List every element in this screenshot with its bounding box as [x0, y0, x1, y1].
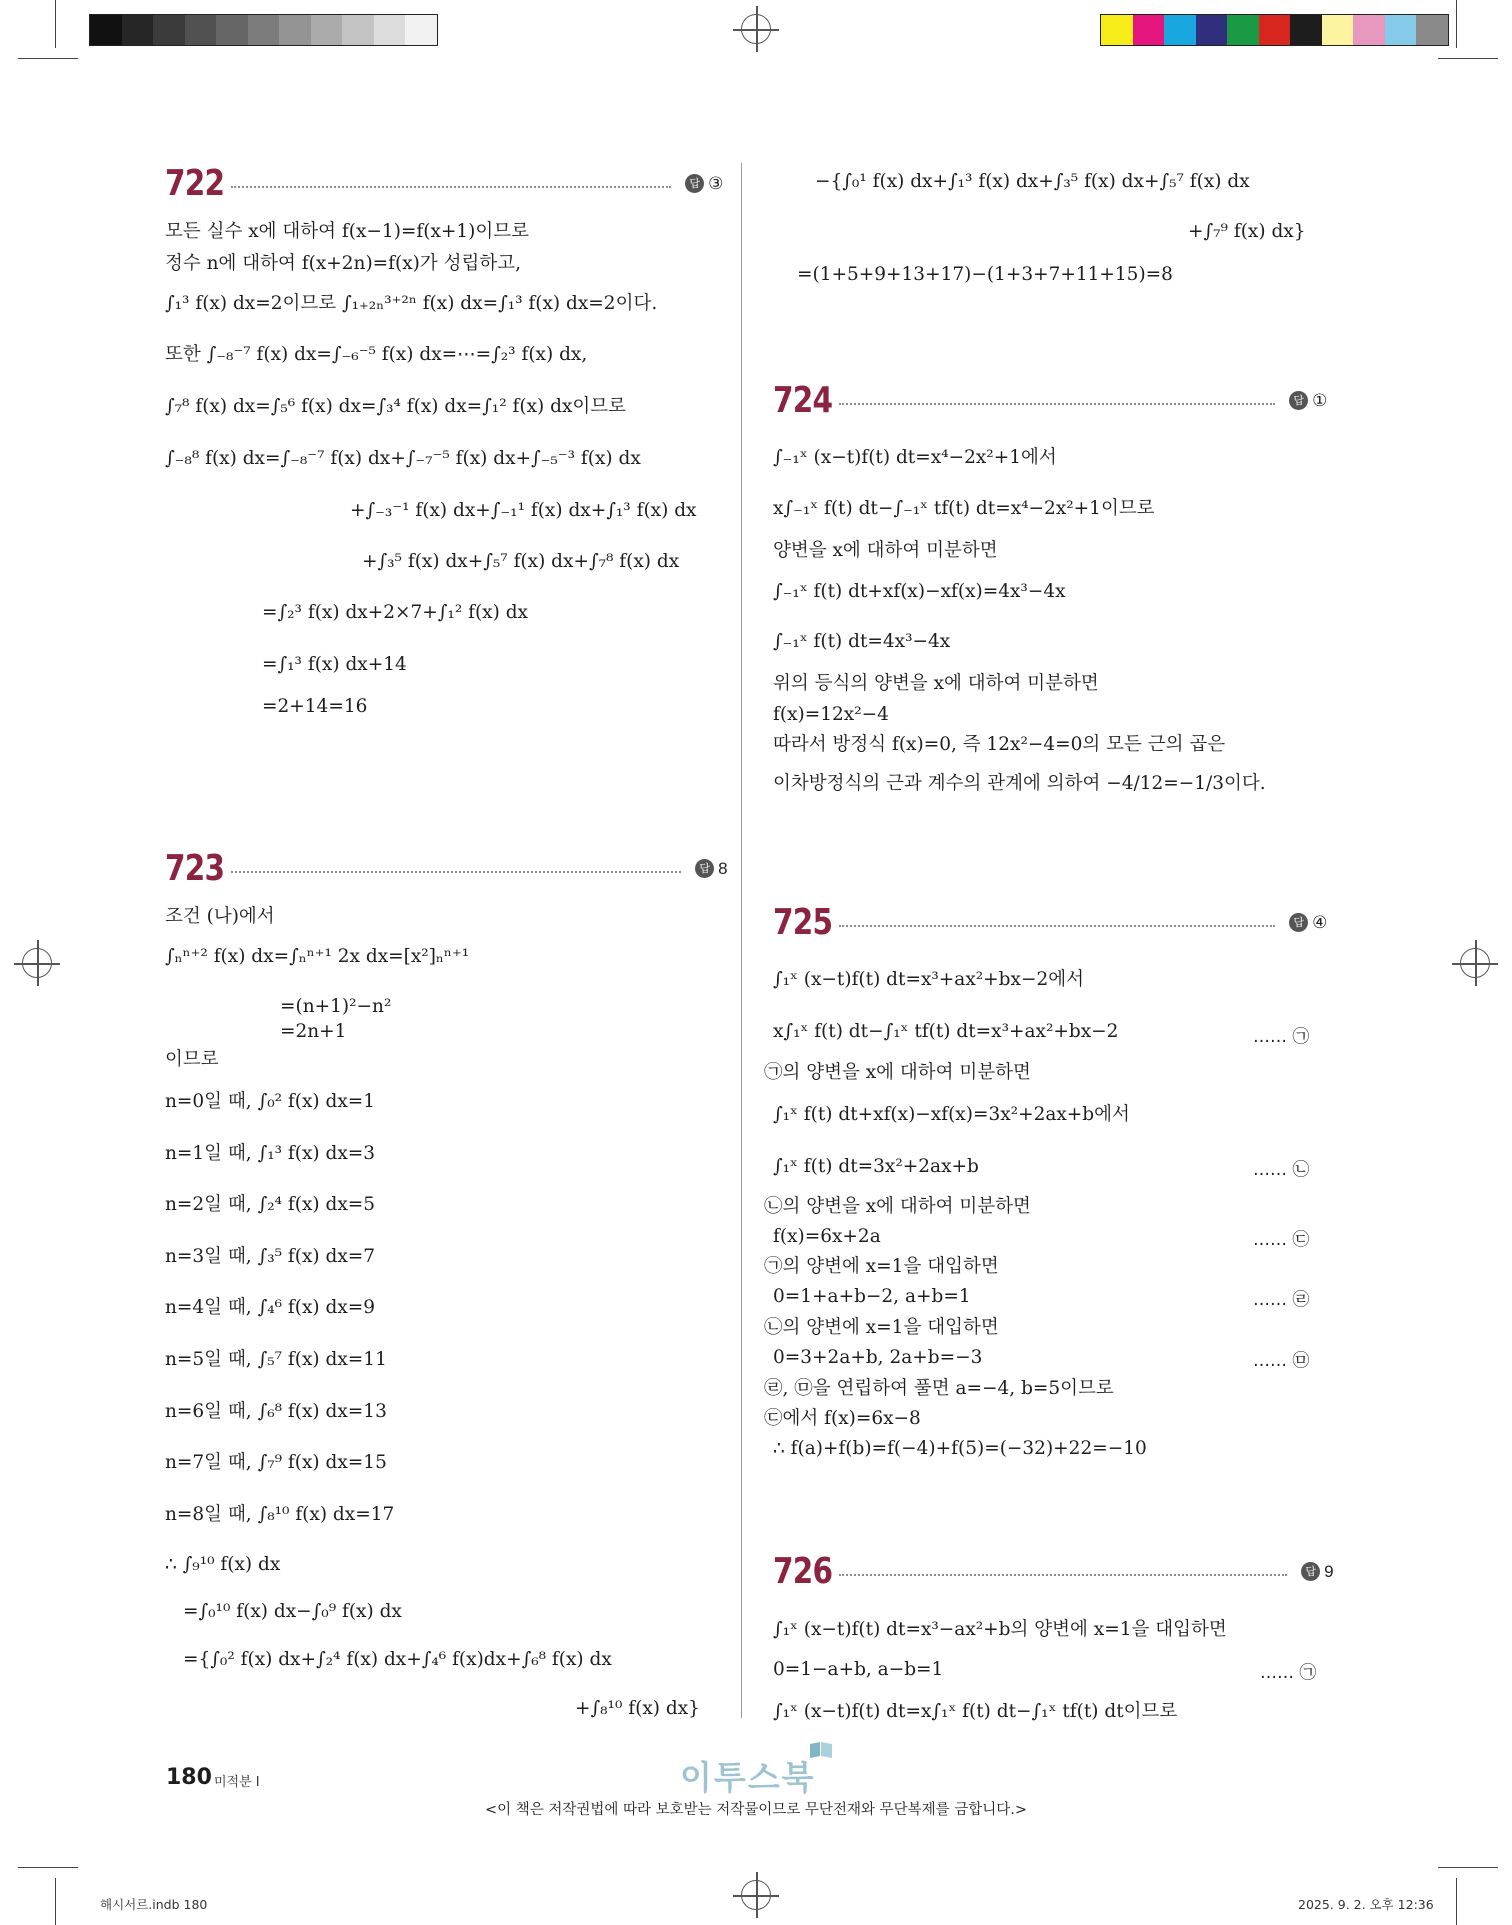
solution-line: n=5일 때, ∫₅⁷ f(x) dx=11: [165, 1349, 387, 1370]
answer-badge-icon: 답: [1289, 391, 1308, 410]
gray-swatch-bar: [89, 14, 438, 46]
subject-label: 미적분 I: [214, 1775, 260, 1790]
solution-line: 이차방정식의 근과 계수의 관계에 의하여 −4/12=−1/3이다.: [773, 773, 1266, 794]
swatch: [1101, 15, 1133, 45]
column-divider: [741, 163, 742, 1718]
solution-line: 또한 ∫₋₈⁻⁷ f(x) dx=∫₋₆⁻⁵ f(x) dx=⋯=∫₂³ f(x) dx,: [165, 344, 588, 365]
solution-line: =(n+1)²−n²: [280, 996, 392, 1017]
solution-line: ∴ ∫₉¹⁰ f(x) dx: [165, 1554, 281, 1575]
swatch: [342, 15, 374, 45]
answer: 답 ③: [685, 174, 723, 194]
swatch: [1416, 15, 1448, 45]
problem-723-header: [165, 848, 728, 889]
solution-line: 양변을 x에 대하여 미분하면: [773, 540, 998, 561]
equation-tag: …… ㉡: [1253, 1160, 1310, 1180]
swatch: [405, 15, 437, 45]
solution-line: ∫ₙⁿ⁺² f(x) dx=∫ₙⁿ⁺¹ 2x dx=[x²]ₙⁿ⁺¹: [165, 946, 470, 967]
solution-line: x∫₋₁ˣ f(t) dt−∫₋₁ˣ tf(t) dt=x⁴−2x²+1이므로: [773, 498, 1155, 519]
problem-number: 724: [773, 380, 833, 421]
publisher-logo: 이투스북: [680, 1758, 816, 1797]
crop-mark: [18, 58, 78, 59]
solution-line: ∫₇⁸ f(x) dx=∫₅⁶ f(x) dx=∫₃⁴ f(x) dx=∫₁² f(x) dx이므로: [165, 396, 627, 417]
swatch: [90, 15, 122, 45]
solution-line: ㉡의 양변에 x=1을 대입하면: [764, 1317, 999, 1338]
registration-mark-icon: [14, 940, 60, 986]
swatch: [248, 15, 280, 45]
copyright-notice: <이 책은 저작권법에 따라 보호받는 저작물이므로 무단전재와 무단복제를 금합니다.>: [484, 1802, 1028, 1818]
solution-line: =∫₂³ f(x) dx+2×7+∫₁² f(x) dx: [262, 602, 528, 623]
crop-mark: [18, 1867, 78, 1868]
crop-mark: [1456, 0, 1457, 48]
solution-line: +∫₋₃⁻¹ f(x) dx+∫₋₁¹ f(x) dx+∫₁³ f(x) dx: [350, 500, 697, 521]
swatch: [153, 15, 185, 45]
solution-line: =∫₁³ f(x) dx+14: [262, 654, 407, 675]
answer: 답 ①: [1289, 391, 1327, 411]
print-timestamp: 2025. 9. 2. 오후 12:36: [1298, 1897, 1434, 1912]
registration-mark-icon: [733, 1872, 779, 1918]
solution-line: +∫₈¹⁰ f(x) dx}: [575, 1698, 700, 1719]
swatch: [1259, 15, 1291, 45]
leader-dots: [231, 871, 681, 873]
solution-line: 조건 (나)에서: [165, 906, 275, 927]
solution-line: =∫₀¹⁰ f(x) dx−∫₀⁹ f(x) dx: [183, 1601, 402, 1622]
logo-flag-icon: [808, 1740, 834, 1760]
leader-dots: [231, 186, 671, 188]
solution-line: n=1일 때, ∫₁³ f(x) dx=3: [165, 1143, 376, 1164]
problem-722-header: [165, 163, 723, 204]
equation-tag: …… ㉠: [1253, 1027, 1310, 1047]
crop-mark: [1438, 1867, 1498, 1868]
solution-line: =2n+1: [280, 1021, 347, 1042]
crop-mark: [55, 0, 56, 48]
swatch: [1322, 15, 1354, 45]
solution-line: ㉠의 양변에 x=1을 대입하면: [764, 1256, 999, 1277]
answer-badge-icon: 답: [695, 859, 714, 878]
solution-line: n=6일 때, ∫₆⁸ f(x) dx=13: [165, 1401, 387, 1422]
solution-line: n=0일 때, ∫₀² f(x) dx=1: [165, 1091, 376, 1112]
equation-tag: …… ㉠: [1260, 1663, 1317, 1683]
answer: 답 ④: [1289, 913, 1327, 933]
swatch: [122, 15, 154, 45]
swatch: [1196, 15, 1228, 45]
solution-line: ∫₋₁ˣ f(t) dt+xf(x)−xf(x)=4x³−4x: [773, 581, 1066, 602]
swatch: [374, 15, 406, 45]
answer: 답 9: [1301, 1562, 1333, 1582]
file-slug: 해시서르.indb 180: [100, 1897, 208, 1912]
solution-line: n=4일 때, ∫₄⁶ f(x) dx=9: [165, 1297, 376, 1318]
solution-line: ∫₁ˣ (x−t)f(t) dt=x³+ax²+bx−2에서: [773, 969, 1084, 990]
problem-number: 725: [773, 902, 833, 943]
solution-line: ∫₁ˣ f(t) dt+xf(x)−xf(x)=3x²+2ax+b에서: [773, 1104, 1130, 1125]
solution-line: ={∫₀² f(x) dx+∫₂⁴ f(x) dx+∫₄⁶ f(x)dx+∫₆⁸ f(x) dx: [183, 1649, 612, 1670]
swatch: [1385, 15, 1417, 45]
swatch: [1290, 15, 1322, 45]
solution-line: ∫₋₈⁸ f(x) dx=∫₋₈⁻⁷ f(x) dx+∫₋₇⁻⁵ f(x) dx+∫₋₅⁻³ f(x) dx: [165, 448, 641, 469]
page-number: 180: [166, 1765, 212, 1790]
leader-dots: [839, 1574, 1287, 1576]
solution-line: ∫₁³ f(x) dx=2이므로 ∫₁₊₂ₙ³⁺²ⁿ f(x) dx=∫₁³ f(x) dx=2이다.: [165, 293, 658, 314]
solution-line: 0=1+a+b−2, a+b=1: [773, 1286, 971, 1307]
crop-mark: [1438, 58, 1498, 59]
swatch: [1227, 15, 1259, 45]
solution-line: 모든 실수 x에 대하여 f(x−1)=f(x+1)이므로: [165, 221, 530, 242]
solution-line: 정수 n에 대하여 f(x+2n)=f(x)가 성립하고,: [165, 253, 522, 274]
problem-725-header: [773, 902, 1327, 943]
solution-line: +∫₃⁵ f(x) dx+∫₅⁷ f(x) dx+∫₇⁸ f(x) dx: [362, 551, 680, 572]
problem-number: 723: [165, 848, 225, 889]
solution-line: =2+14=16: [262, 696, 368, 717]
solution-line: ㉡의 양변을 x에 대하여 미분하면: [764, 1196, 1031, 1217]
solution-line: n=2일 때, ∫₂⁴ f(x) dx=5: [165, 1194, 376, 1215]
swatch: [1164, 15, 1196, 45]
registration-mark-icon: [733, 6, 779, 52]
solution-line: ㉢에서 f(x)=6x−8: [764, 1408, 921, 1429]
solution-line: ∫₋₁ˣ (x−t)f(t) dt=x⁴−2x²+1에서: [773, 447, 1057, 468]
crop-mark: [1456, 1878, 1457, 1925]
solution-line: ∫₁ˣ (x−t)f(t) dt=x∫₁ˣ f(t) dt−∫₁ˣ tf(t) dt이므로: [773, 1701, 1178, 1722]
problem-number: 722: [165, 163, 225, 204]
answer-badge-icon: 답: [1289, 913, 1308, 932]
solution-line: ∫₋₁ˣ f(t) dt=4x³−4x: [773, 631, 951, 652]
answer-badge-icon: 답: [1301, 1562, 1320, 1581]
answer: 답 8: [695, 859, 727, 879]
solution-line: ∴ f(a)+f(b)=f(−4)+f(5)=(−32)+22=−10: [773, 1438, 1147, 1459]
solution-line: x∫₁ˣ f(t) dt−∫₁ˣ tf(t) dt=x³+ax²+bx−2: [773, 1021, 1119, 1042]
solution-line: =(1+5+9+13+17)−(1+3+7+11+15)=8: [797, 264, 1173, 285]
solution-line: ㉣, ㉤을 연립하여 풀면 a=−4, b=5이므로: [764, 1378, 1114, 1399]
swatch: [311, 15, 343, 45]
answer-badge-icon: 답: [685, 174, 704, 193]
solution-line: ㉠의 양변을 x에 대하여 미분하면: [764, 1062, 1031, 1083]
solution-line: 위의 등식의 양변을 x에 대하여 미분하면: [773, 673, 1099, 694]
registration-mark-icon: [1452, 940, 1498, 986]
problem-724-header: [773, 380, 1327, 421]
equation-tag: …… ㉤: [1253, 1351, 1310, 1371]
leader-dots: [839, 403, 1275, 405]
color-swatch-bar: [1100, 14, 1449, 46]
solution-line: f(x)=12x²−4: [773, 704, 889, 725]
leader-dots: [839, 925, 1275, 927]
solution-line: 이므로: [165, 1049, 219, 1070]
solution-line: ∫₁ˣ f(t) dt=3x²+2ax+b: [773, 1156, 979, 1177]
solution-line: n=8일 때, ∫₈¹⁰ f(x) dx=17: [165, 1504, 395, 1525]
solution-line: 0=3+2a+b, 2a+b=−3: [773, 1347, 983, 1368]
swatch: [216, 15, 248, 45]
swatch: [185, 15, 217, 45]
swatch: [1133, 15, 1165, 45]
solution-line: n=7일 때, ∫₇⁹ f(x) dx=15: [165, 1452, 387, 1473]
solution-line: ∫₁ˣ (x−t)f(t) dt=x³−ax²+b의 양변에 x=1을 대입하면: [773, 1619, 1227, 1640]
solution-line: 따라서 방정식 f(x)=0, 즉 12x²−4=0의 모든 근의 곱은: [773, 734, 1226, 755]
solution-line: n=3일 때, ∫₃⁵ f(x) dx=7: [165, 1246, 376, 1267]
swatch: [279, 15, 311, 45]
solution-line: 0=1−a+b, a−b=1: [773, 1659, 944, 1680]
equation-tag: …… ㉢: [1253, 1230, 1310, 1250]
crop-mark: [55, 1878, 56, 1925]
solution-line: +∫₇⁹ f(x) dx}: [1188, 221, 1306, 242]
equation-tag: …… ㉣: [1253, 1290, 1310, 1310]
swatch: [1353, 15, 1385, 45]
problem-726-header: [773, 1551, 1334, 1592]
problem-number: 726: [773, 1551, 833, 1592]
solution-line: −{∫₀¹ f(x) dx+∫₁³ f(x) dx+∫₃⁵ f(x) dx+∫₅⁷ f(x) dx: [815, 171, 1250, 192]
solution-line: f(x)=6x+2a: [773, 1226, 881, 1247]
